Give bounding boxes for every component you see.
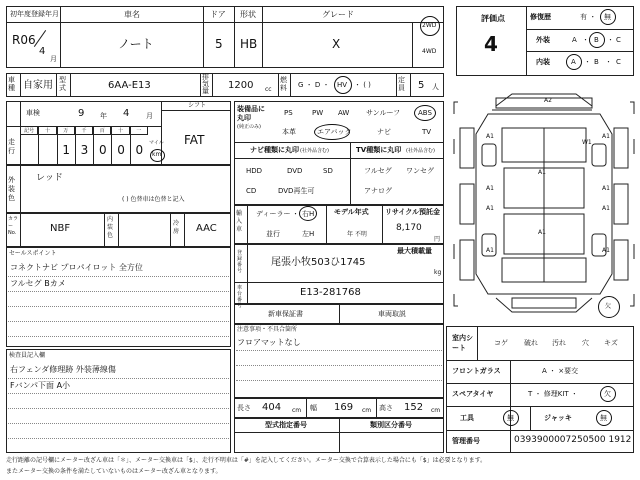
sales-line-2: フルセグ Bカメ: [10, 279, 66, 288]
seat-dirt: 汚れ: [552, 339, 566, 347]
first-reg-label: 初年度登録年月: [10, 10, 59, 18]
navi-dvd-play: DVD再生可: [278, 187, 315, 195]
jack-value: 無: [600, 414, 607, 422]
mileage-digit-cell: 0: [130, 135, 148, 165]
row2-table: [6, 73, 444, 97]
int-grade-a: A: [571, 58, 576, 66]
length-unit: cm: [292, 407, 302, 414]
drive-2wd: 2WD: [422, 22, 437, 29]
body-label: 形状: [240, 10, 256, 19]
mileage-header-cell: 記号: [20, 126, 38, 135]
score-label: 評価点: [481, 14, 505, 23]
inspector-line-2: Fバンパ下面 A小: [10, 381, 71, 390]
seat-label: 室内シート: [452, 334, 473, 352]
body-value: HB: [240, 37, 258, 51]
new-car-warranty: 新車保証書: [268, 310, 303, 318]
inspection-year-unit: 年: [100, 112, 107, 120]
damage-mark: A1: [602, 185, 610, 192]
seat-hole: 穴: [582, 339, 589, 347]
tv-header: TV種類に丸印: [356, 146, 402, 154]
recycle-label: リサイクル預託金: [385, 208, 441, 216]
navi-cd: CD: [246, 187, 257, 195]
chassis-label: 車台番号: [237, 285, 243, 309]
mileage-digit-cell: [20, 135, 38, 165]
damage-mark: A1: [486, 133, 494, 140]
navi-dvd: DVD: [287, 167, 303, 175]
capacity-value: 5: [418, 80, 425, 91]
spare-wheel-mark: 欠: [605, 303, 612, 310]
model-year-value: 年 不明: [347, 231, 367, 238]
damage-mark: A1: [538, 169, 546, 176]
equip-aw: AW: [338, 109, 350, 117]
spare-label: スペアタイヤ: [452, 390, 494, 398]
mileage-header-cell: 百: [93, 126, 111, 135]
length-value: 404: [262, 402, 282, 413]
seat-burn: コゲ: [494, 339, 508, 347]
chassis-value: E13-281768: [300, 287, 361, 298]
score-value: 4: [484, 32, 498, 56]
tv-fullseg: フルセグ: [364, 167, 392, 175]
footer-line-2: またメーター交換の条件を満たしていないものはメーター改ざん車となります。: [6, 468, 222, 475]
inspection-month-unit: 月: [146, 112, 153, 120]
ext-sep-2: ・: [607, 36, 614, 44]
mile-unit: マイル: [149, 140, 164, 146]
class-no-label: 類別区分番号: [370, 421, 412, 429]
import-label: 輸入車: [236, 210, 243, 233]
vehicle-manual: 車両取説: [378, 310, 406, 318]
repair-options: 有 ・: [580, 13, 597, 21]
cc-unit: cc: [265, 86, 272, 93]
mileage-header-cell: 一: [130, 126, 148, 135]
height-unit: cm: [431, 407, 441, 414]
type-label: 型式: [59, 76, 66, 92]
mileage-digit-cell: 0: [111, 135, 129, 165]
mileage-label: 走行: [8, 138, 15, 155]
mileage-header-cell: 万: [57, 126, 75, 135]
max-load-label: 最大積載量: [397, 247, 432, 255]
tools-label: 工具: [460, 414, 474, 422]
interior-label: 内装色: [107, 216, 114, 239]
color-no-label: カラーNo.: [8, 216, 19, 236]
int-grade-c: C: [616, 58, 621, 66]
doors-label: ドア: [210, 10, 226, 19]
damage-mark: A1: [602, 133, 610, 140]
sales-points-label: セールスポイント: [9, 250, 57, 257]
equip-airbag: エアバック: [317, 128, 352, 136]
car-damage-diagram: [452, 84, 636, 324]
inspection-month: 4: [123, 108, 130, 119]
equip-abs: ABS: [418, 109, 432, 117]
equip-pw: PW: [312, 109, 324, 117]
equip-sunroof: サンルーフ: [366, 109, 401, 117]
damage-mark: A1: [538, 229, 546, 236]
ext-sep-1: ・: [582, 36, 589, 44]
grade-value: X: [332, 37, 341, 51]
defects-label: 注意事項・不具合箇所: [237, 326, 298, 333]
seat-scratch: キズ: [604, 339, 618, 347]
width-value: 169: [334, 402, 354, 413]
ruled-line: [8, 336, 229, 337]
defects-value: フロアマットなし: [237, 338, 301, 347]
exterior-color: レッド: [36, 173, 63, 183]
mileage-digit-cell: 3: [75, 135, 93, 165]
exterior-label: 外装色: [8, 176, 15, 202]
int-grade-b: B: [594, 58, 599, 66]
tv-oneseg: ワンセグ: [406, 167, 434, 175]
damage-mark: A1: [602, 247, 610, 254]
equip-navi: ナビ: [377, 128, 391, 136]
ruled-line: [8, 321, 229, 322]
exterior-grade-label: 外装: [536, 36, 550, 44]
equip-leather: 本革: [282, 128, 296, 136]
ruled-line: [8, 306, 229, 307]
inspection-label: 車検: [26, 109, 40, 117]
fuel-tail: ・ ( ): [354, 81, 371, 89]
recycle-unit: 円: [434, 236, 441, 243]
spare-options: T ・ 修理KIT ・: [528, 390, 578, 398]
ruled-line: [236, 350, 442, 351]
fuel-selected: HV: [337, 81, 348, 89]
damage-mark: A1: [486, 247, 494, 254]
mgmt-label: 管理番号: [452, 437, 480, 445]
navi-header: ナビ種類に丸印: [250, 146, 299, 154]
usage-label: 車種: [8, 76, 15, 92]
mileage-digit-cell: [38, 135, 56, 165]
shift-value: FAT: [184, 133, 205, 147]
navi-hdd: HDD: [246, 167, 263, 175]
ruled-line: [8, 276, 229, 277]
ac-value: AAC: [196, 223, 217, 234]
repair-selected: 無: [604, 13, 611, 21]
navi-header-note: (社外品含む): [300, 148, 329, 154]
ruled-line: [8, 393, 229, 394]
ruled-line: [8, 378, 229, 379]
sales-points-block: [6, 247, 231, 347]
spare-selected: 欠: [604, 390, 611, 398]
model-name: ノート: [118, 37, 154, 51]
import-left: 左H: [302, 230, 315, 238]
exterior-note: ( ) 色替車は色替と記入: [122, 196, 185, 203]
width-label: 幅: [310, 404, 317, 412]
glass-label: フロントガラス: [452, 367, 501, 375]
equip-tv: TV: [422, 128, 432, 136]
mileage-header-cell: 十: [111, 126, 129, 135]
mileage-digit-cell: 1: [57, 135, 75, 165]
ruled-line: [8, 438, 229, 439]
ruled-line: [8, 423, 229, 424]
usage-value: 自家用: [23, 80, 53, 91]
mileage-digit-cell: 0: [93, 135, 111, 165]
damage-mark: A1: [602, 205, 610, 212]
import-dash: ・: [292, 210, 299, 218]
footer-line-1: 走行距離の記号欄にメーター改ざん車は「＊」、メーター交換車は「$」、走行不明車は「#」を記入してください。メーター交換で合算表示した場合にも「$」は必要となります。: [6, 457, 487, 464]
mgmt-number: 0393900007250500 1912: [514, 435, 632, 445]
type-no-label: 型式指定番号: [265, 421, 307, 429]
displacement-label: 排気量: [202, 73, 209, 95]
length-label: 長さ: [237, 404, 251, 412]
height-label: 高さ: [379, 404, 393, 412]
damage-mark: W1: [582, 139, 592, 146]
ruled-line: [8, 408, 229, 409]
inspection-year: 9: [78, 108, 85, 119]
damage-mark: A1: [486, 205, 494, 212]
type-value: 6AA-E13: [108, 80, 151, 91]
equip-ps: PS: [284, 109, 293, 117]
import-right: 右H: [302, 210, 315, 218]
navi-sd: SD: [323, 167, 333, 175]
fuel-label: 燃料: [280, 76, 287, 92]
doors-value: 5: [215, 37, 223, 51]
tv-analog: アナログ: [364, 187, 392, 195]
first-reg-year: R06: [12, 33, 36, 47]
equipment-sublabel: (純正のみ): [237, 124, 261, 130]
ac-label: 冷房: [173, 220, 180, 235]
mileage-header-cell: 千: [75, 126, 93, 135]
month-unit: 月: [50, 55, 57, 63]
defects-block: [234, 324, 444, 398]
grade-label: グレード: [322, 10, 354, 19]
recycle-value: 8,170: [396, 223, 422, 233]
tools-value: 無: [507, 414, 514, 422]
height-value: 152: [404, 402, 424, 413]
inspector-line-1: 右フェンダ修理跡 外装薄線傷: [10, 365, 116, 374]
int-sep-1: ・: [584, 58, 591, 66]
first-reg-month: 4: [39, 46, 46, 57]
drive-4wd: 4WD: [422, 48, 437, 55]
import-dealer: ディーラー: [256, 210, 291, 218]
mileage-header-cell: 十: [38, 126, 56, 135]
model-year-label: モデル年式: [334, 208, 369, 216]
ruled-line: [236, 380, 442, 381]
ext-grade-c: C: [616, 36, 621, 44]
equipment-label: 装備品に丸印: [237, 105, 265, 122]
model-name-label: 車名: [124, 10, 140, 19]
max-load-unit: kg: [434, 269, 442, 276]
mileage-grid: [20, 126, 148, 165]
ext-grade-a: A: [572, 36, 577, 44]
km-unit: km: [152, 151, 162, 158]
registration-label: 登録番号: [237, 250, 243, 274]
damage-mark: A2: [544, 97, 552, 104]
fuel-options: G ・ D ・: [298, 81, 330, 89]
ruled-line: [236, 365, 442, 366]
damage-mark: A1: [486, 185, 494, 192]
displacement-value: 1200: [228, 80, 254, 91]
shift-label: シフト: [188, 102, 207, 109]
int-sep-2: ・: [605, 58, 612, 66]
ext-grade-b: B: [594, 36, 599, 44]
tv-header-note: (社外品含む): [406, 148, 435, 154]
jack-label: ジャッキ: [544, 414, 572, 422]
ruled-line: [8, 291, 229, 292]
capacity-label: 定員: [398, 76, 405, 92]
sales-line-1: コネクトナビ プロパイロット 全方位: [10, 263, 143, 272]
inspector-label: 検査員記入欄: [9, 352, 46, 359]
repair-label: 修復歴: [530, 13, 551, 21]
interior-grade-label: 内装: [536, 58, 550, 66]
import-parallel: 並行: [266, 230, 280, 238]
registration-value: 尾張小牧503ひ1745: [271, 257, 366, 268]
width-unit: cm: [362, 407, 372, 414]
capacity-unit: 人: [432, 83, 439, 91]
seat-tear: 破れ: [524, 339, 538, 347]
color-no: NBF: [50, 223, 71, 234]
glass-value: A ・ ×要交: [542, 367, 579, 375]
